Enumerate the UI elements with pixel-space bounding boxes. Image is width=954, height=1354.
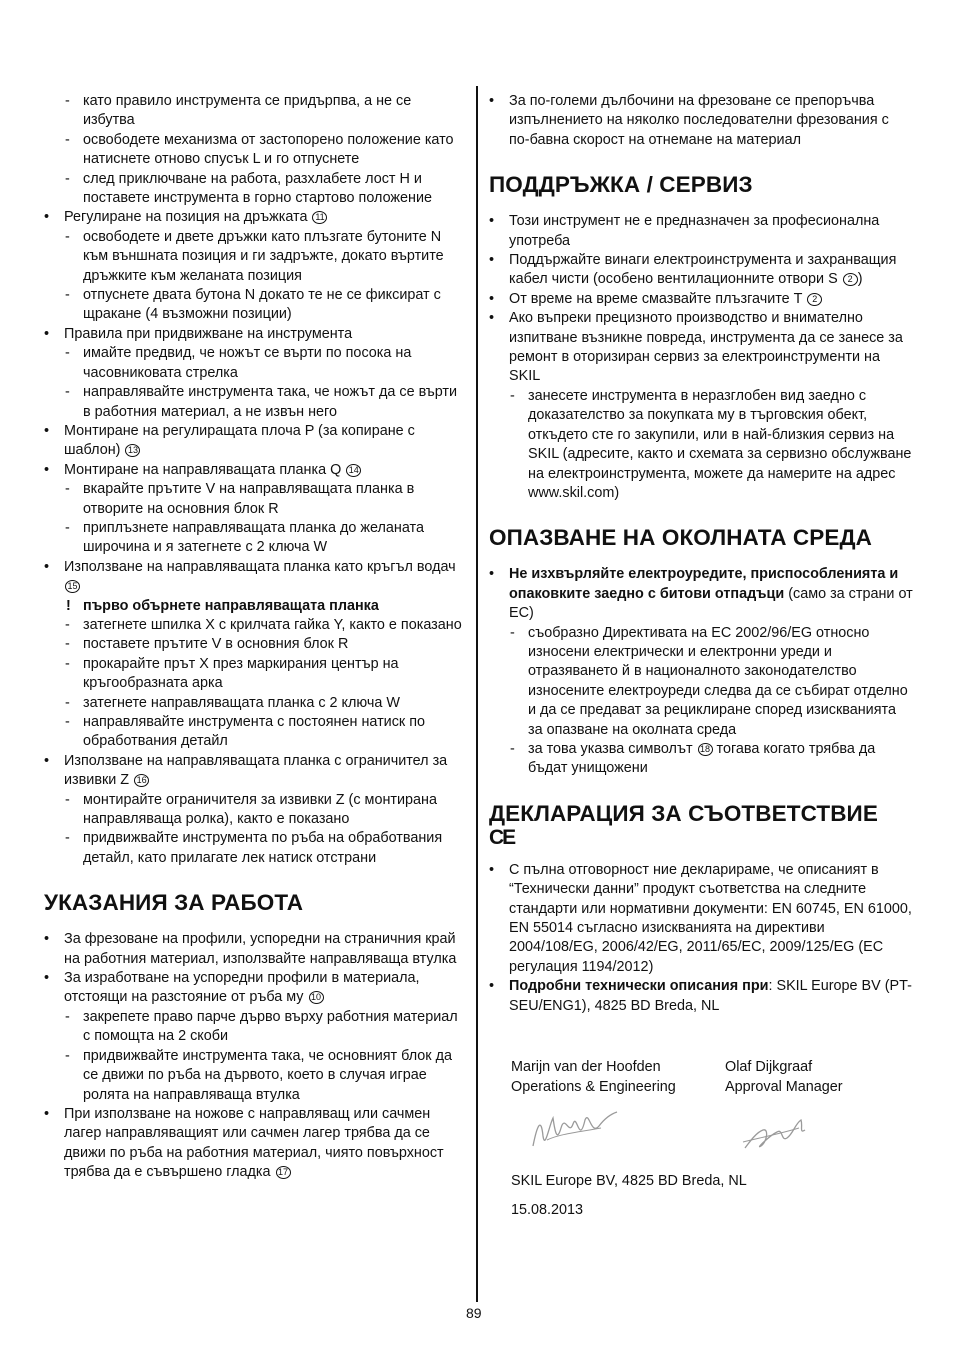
figure-ref-icon: 18 xyxy=(698,743,713,756)
intro-item: • За по-големи дълбочини на фрезоване се препоръчва изпълнението на няколко последователни фрезования с по-бавна скорост на отнемане на материал xyxy=(489,92,913,150)
left-item: - прокарайте прът X през маркирания център на кръгообразната арка xyxy=(44,655,466,694)
work-instructions-heading: УКАЗАНИЯ ЗА РАБОТА xyxy=(44,890,304,916)
left-item: • Използване на направляващата планка като кръгъл водач 15 xyxy=(44,558,466,597)
left-item: - освободете и двете дръжки като плъзгате бутоните N към външната позиция и ги задръжте, докато въртите дръжките към желаната позиция xyxy=(44,228,466,286)
figure-ref-icon: 10 xyxy=(309,991,324,1004)
column-divider xyxy=(476,86,478,1302)
left-item: - направлявайте инструмента с постоянен натиск по обработвания детайл xyxy=(44,713,466,752)
bold-lead-text: Подробни технически описания при xyxy=(509,978,769,995)
maintenance-item: - занесете инструмента в неразглобен вид заедно с доказателство за покупката му в търговския обект, откъдето сте го закупили, или в най-близкия сервиз на SKIL (адресите, както и схемата за сервизно обслужване на електроинструмента, можете да намерите на адрес www.skil.com) xyxy=(489,387,913,503)
left-item: - освободете механизма от застопорено положение като натиснете отново спусък L и го отпуснете xyxy=(44,131,466,170)
declaration-item: • Подробни технически описания при: SKIL Europe BV (PT-SEU/ENG1), 4825 BD Breda, NL xyxy=(489,977,913,1016)
left-item: • Правила при придвижване на инструмента xyxy=(44,325,466,344)
declaration-date: 15.08.2013 xyxy=(511,1202,584,1218)
left-item: - отпуснете двата бутона N докато те не се фиксират с щракане (4 възможни позиции) xyxy=(44,286,466,325)
signatory-1 xyxy=(511,1058,676,1097)
work-item: • При използване на ножове с направляващ или сачмен лагер направляващият или сачмен лагер трябва да се движи по ръба на работния материал, чиято повърхност трябва да е съвършено гладка 17 xyxy=(44,1105,466,1183)
right-column xyxy=(489,92,913,1016)
environment-item: - съобразно Директивата на ЕС 2002/96/EG относно износени електрически и електронни уреди и отразяването й в националното законодателство износените електроуреди следва да се събират отделно и да се предават за рециклиране според изискванията за опазване на околната среда xyxy=(489,624,913,740)
left-item: • Монтиране на направляващата планка Q 14 xyxy=(44,461,466,480)
signature-2-icon xyxy=(739,1112,811,1156)
maintenance-item: • Поддържайте винаги електроинструмента и захранващия кабел чисти (особено вентилационните отвори S 2 ) xyxy=(489,251,913,290)
signatory-2-title: Approval Manager xyxy=(725,1078,843,1095)
signatory-2 xyxy=(725,1058,843,1097)
figure-ref-icon: 14 xyxy=(346,464,361,477)
left-item: ! първо обърнете направляващата планка xyxy=(44,597,466,616)
work-item: • За изработване на успоредни профили в материала, отстоящи на разстояние от ръба му 10 xyxy=(44,969,466,1008)
page-number: 89 xyxy=(466,1305,482,1321)
left-item: - след приключване на работа, разхлабете лост H и поставете инструмента в горно стартово положение xyxy=(44,170,466,209)
left-item: • Монтиране на регулиращата плоча P (за копиране с шаблон) 13 xyxy=(44,422,466,461)
left-item: - вкарайте прътите V на направляващата планка в отворите на основния блок R xyxy=(44,480,466,519)
maintenance-heading: ПОДДРЪЖКА / СЕРВИЗ xyxy=(489,172,753,198)
maintenance-item: • Този инструмент не е предназначен за професионална употреба xyxy=(489,212,913,251)
figure-ref-icon: 17 xyxy=(276,1166,291,1179)
ce-mark-icon: CE xyxy=(489,825,515,849)
declaration-heading: ДЕКЛАРАЦИЯ ЗА СЪОТВЕТСТВИЕ xyxy=(489,800,878,826)
left-item: - направлявайте инструмента така, че ножът да се върти в работния материал, а не извън него xyxy=(44,383,466,422)
figure-ref-icon: 15 xyxy=(65,580,80,593)
work-instructions-list xyxy=(44,930,466,1182)
left-item: - монтирайте ограничителя за извивки Z (с монтирана направляваща ролка), както е показано xyxy=(44,791,466,830)
figure-ref-icon: 2 xyxy=(843,273,858,286)
figure-ref-icon: 16 xyxy=(134,774,149,787)
left-item: - придвижвайте инструмента по ръба на обработвания детайл, като прилагате лек натиск отстрани xyxy=(44,829,466,868)
maintenance-item: • От време на време смазвайте плъзгачите T 2 xyxy=(489,290,913,309)
work-item: - придвижвайте инструмента така, че основният блок да се движи по ръба на дървото, което в случая играе ролята на направляваща втулка xyxy=(44,1047,466,1105)
work-item: • За фрезоване на профили, успоредни на страничния край на работния материал, използвайте направляваща втулка xyxy=(44,930,466,969)
bold-lead-text: Не изхвърляйте електроуредите, приспособленията и опаковките заедно с битови отпадъци xyxy=(509,566,899,602)
intro-list xyxy=(489,92,913,150)
signatory-1-name: Marijn van der Hoofden xyxy=(511,1059,661,1075)
signatory-2-name: Olaf Dijkgraaf xyxy=(725,1059,813,1075)
warning-mark-icon: ! xyxy=(66,597,71,614)
environment-list xyxy=(489,565,913,778)
left-instruction-list xyxy=(44,92,466,868)
left-column xyxy=(44,92,466,1183)
work-item: - закрепете право парче дърво върху работния материал с помощта на 2 скоби xyxy=(44,1008,466,1047)
declaration-item: • С пълна отговорност ние декларираме, че описаният в “Технически данни” продукт съответства на следните стандарти или нормативни документи: EN 60745, EN 61000, EN 55014 съгласно изискванията на директиви 2004/108/EG, 2006/42/EG, 2011/65/EC, 2009/125/EG (ЕС регулация 1194/2012) xyxy=(489,861,913,977)
figure-ref-icon: 11 xyxy=(312,211,327,224)
signatory-1-title: Operations & Engineering xyxy=(511,1078,676,1095)
left-item: - имайте предвид, че ножът се върти по посока на часовниковата стрелка xyxy=(44,344,466,383)
maintenance-list xyxy=(489,212,913,503)
signature-1-icon xyxy=(529,1106,621,1158)
declaration-list xyxy=(489,861,913,1016)
left-item: - приплъзнете направляващата планка до желаната широчина и я затегнете с 2 ключа W xyxy=(44,519,466,558)
left-item: - като правило инструмента се придърпва, а не се избутва xyxy=(44,92,466,131)
left-item: - затегнете шпилка X с крилчата гайка Y, както е показано xyxy=(44,616,466,635)
left-item: - поставете прътите V в основния блок R xyxy=(44,635,466,654)
maintenance-item: • Ако въпреки прецизното производство и внимателно изпитване възникне повреда, инструмента да се занесе за ремонт в оторизиран сервиз за електроинструменти на SKIL xyxy=(489,309,913,387)
environment-heading: ОПАЗВАНЕ НА ОКОЛНАТА СРЕДА xyxy=(489,525,872,551)
figure-ref-icon: 13 xyxy=(125,444,140,457)
left-item: - затегнете направляващата планка с 2 ключа W xyxy=(44,694,466,713)
company-address: SKIL Europe BV, 4825 BD Breda, NL xyxy=(511,1173,747,1189)
left-item: • Използване на направляващата планка с ограничител за извивки Z 16 xyxy=(44,752,466,791)
environment-item: - за това указва символът 18 тогава когато трябва да бъдат унищожени xyxy=(489,740,913,779)
environment-item: • Не изхвърляйте електроуредите, приспособленията и опаковките заедно с битови отпадъци (само за страни от ЕС) xyxy=(489,565,913,623)
figure-ref-icon: 2 xyxy=(807,293,822,306)
left-item: • Регулиране на позиция на дръжката 11 xyxy=(44,208,466,227)
